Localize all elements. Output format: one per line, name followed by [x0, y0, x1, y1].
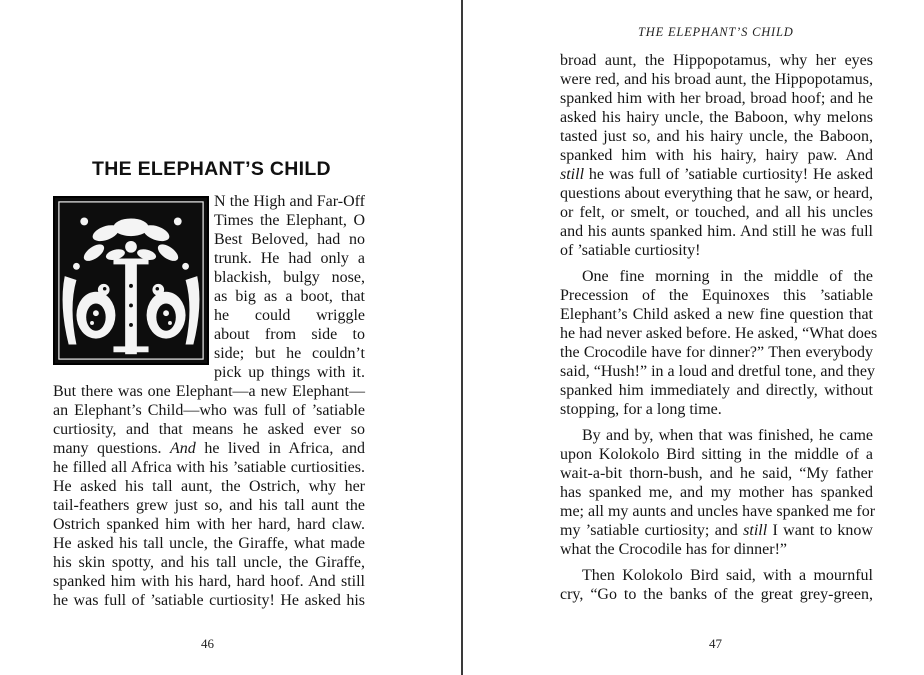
text-line: tail-feathers grew just so, and his tall aunt the — [53, 497, 365, 514]
italic-text-run: And — [170, 440, 196, 457]
text-line: he was full of ’satiable curtiosity! He asked his — [53, 592, 365, 609]
text-line: as big as a boot, that — [214, 288, 365, 305]
text-line — [560, 521, 873, 540]
text-line: spanked him with her broad, broad hoof; and he — [560, 90, 873, 107]
text-line: Ostrich spanked him with her hard, hard claw. — [53, 516, 365, 533]
running-head: THE ELEPHANT’S CHILD — [638, 25, 794, 39]
left-page — [0, 0, 461, 675]
text-line: and his aunts spanked him. And still he was full — [560, 223, 873, 240]
text-line: an Elephant’s Child—who was full of ’satiable — [53, 402, 365, 419]
decorated-drop-cap-illustration — [53, 196, 209, 365]
text-line — [560, 165, 873, 184]
text-line: curtiosity, and that means he asked ever so — [53, 421, 365, 438]
text-run: many questions. — [53, 440, 171, 457]
text-line: pick up things with it. — [214, 364, 365, 381]
text-line: stopping, for a long time. — [560, 401, 722, 418]
text-line: Then Kolokolo Bird said, with a mournful — [582, 567, 873, 584]
text-line: But there was one Elephant—a new Elephant— — [53, 383, 365, 400]
text-line: By and by, when that was finished, he came — [582, 427, 873, 444]
italic-text-run: still — [743, 522, 768, 539]
text-line: of ’satiable curtiosity! — [560, 242, 701, 259]
text-line: he could wriggle — [214, 307, 365, 324]
text-line: asked his hairy uncle, the Baboon, why melons — [560, 109, 873, 126]
text-line: He asked his tall uncle, the Giraffe, what made — [53, 535, 365, 552]
text-line: upon Kolokolo Bird sitting in the middle of a — [560, 446, 873, 463]
text-line: were red, and his broad aunt, the Hippopotamus, — [560, 71, 873, 88]
text-line: side; but he couldn’t — [214, 345, 365, 362]
text-line: me; all my aunts and uncles have spanked me for — [560, 503, 876, 520]
italic-text-run: still — [560, 166, 585, 183]
text-line: blackish, bulgy nose, — [214, 269, 365, 286]
page-number: 46 — [201, 636, 214, 651]
right-page — [463, 0, 924, 675]
text-line: wait-a-bit thorn-bush, and he said, “My father — [560, 465, 873, 482]
text-line: He asked his tall aunt, the Ostrich, why her — [53, 478, 365, 495]
text-run: he was full of ’satiable curtiosity! He asked — [584, 166, 873, 183]
text-line: spanked him immediately and directly, without — [560, 382, 873, 399]
text-line: has spanked me, and my mother has spanked — [560, 484, 873, 501]
text-line: questions about everything that he saw, or heard, — [560, 185, 873, 202]
text-line: Times the Elephant, O — [214, 212, 365, 229]
text-line: said, “Hush!” in a loud and dretful tone, and they — [560, 363, 876, 380]
text-line: Elephant’s Child asked a new fine question that — [560, 306, 873, 323]
text-line: One fine morning in the middle of the — [582, 268, 873, 285]
text-run: my ’satiable curtiosity; and — [560, 522, 744, 539]
page-number: 47 — [709, 636, 722, 651]
chapter-title: THE ELEPHANT’S CHILD — [92, 158, 331, 180]
text-line: broad aunt, the Hippopotamus, why her eyes — [560, 52, 873, 69]
text-run: he lived in Africa, and — [195, 440, 365, 457]
text-line — [53, 439, 365, 458]
text-line: spanked him with his hairy, hairy paw. And — [560, 147, 873, 164]
text-line: Precession of the Equinoxes this ’satiable — [560, 287, 873, 304]
text-line: about from side to — [214, 326, 365, 343]
text-line: he filled all Africa with his ’satiable curtiosities. — [53, 459, 365, 476]
text-line: the Crocodile have for dinner?” Then everybody — [560, 344, 873, 361]
text-line: cry, “Go to the banks of the great grey-green, — [560, 586, 873, 603]
text-line: tasted just so, and his hairy uncle, the Baboon, — [560, 128, 873, 145]
text-line: Best Beloved, had no — [214, 231, 365, 248]
text-line: spanked him with his hard, hard hoof. And still — [53, 573, 365, 590]
text-line: his skin spotty, and his tall uncle, the Giraffe, — [53, 554, 365, 571]
text-line: trunk. He had only a — [214, 250, 365, 267]
text-line: what the Crocodile has for dinner!” — [560, 541, 788, 558]
text-run: I want to know — [767, 522, 873, 539]
text-line: or felt, or smelt, or touched, and all his uncles — [560, 204, 873, 221]
text-line: he had never asked before. He asked, “What does — [560, 325, 878, 342]
text-line: N the High and Far-Off — [214, 193, 365, 210]
